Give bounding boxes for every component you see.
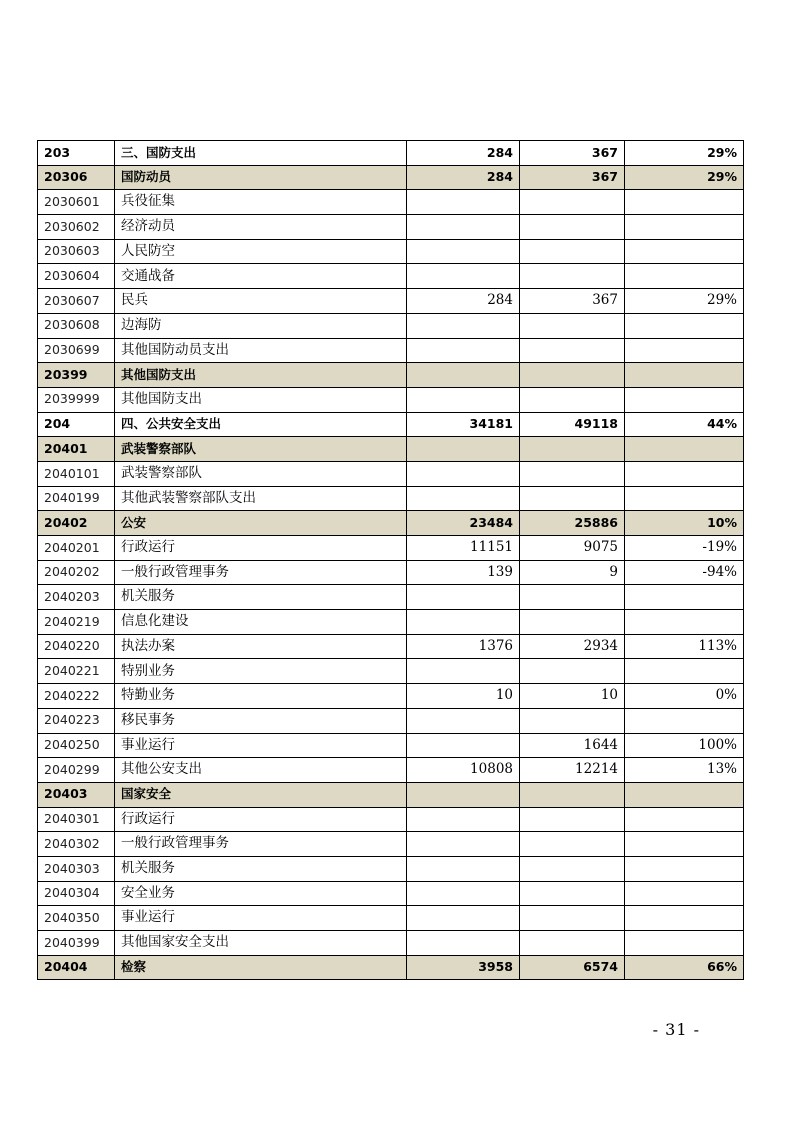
value-cell-2: 25886: [520, 511, 625, 536]
value-cell-1: 11151: [407, 536, 520, 561]
name-cell: 安全业务: [115, 881, 407, 906]
percent-cell: [625, 881, 744, 906]
code-cell: 2040304: [38, 881, 115, 906]
name-cell: 一般行政管理事务: [115, 832, 407, 857]
table-row: [38, 585, 744, 610]
code-cell: 2030699: [38, 338, 115, 363]
value-cell-1: 23484: [407, 511, 520, 536]
percent-cell: 44%: [625, 412, 744, 437]
value-cell-2: [520, 708, 625, 733]
value-cell-1: [407, 264, 520, 289]
value-cell-2: 2934: [520, 634, 625, 659]
percent-cell: [625, 585, 744, 610]
table-row: [38, 856, 744, 881]
table-row: [38, 684, 744, 709]
percent-cell: 100%: [625, 733, 744, 758]
value-cell-1: 34181: [407, 412, 520, 437]
table-body: [38, 141, 744, 980]
percent-cell: [625, 807, 744, 832]
name-cell: 信息化建设: [115, 610, 407, 635]
code-cell: 2040303: [38, 856, 115, 881]
table-row: [38, 659, 744, 684]
table-row: [38, 931, 744, 956]
value-cell-1: [407, 881, 520, 906]
table-row: [38, 289, 744, 314]
percent-cell: [625, 264, 744, 289]
code-cell: 2040203: [38, 585, 115, 610]
value-cell-2: [520, 856, 625, 881]
code-cell: 20404: [38, 955, 115, 980]
value-cell-1: [407, 486, 520, 511]
percent-cell: [625, 190, 744, 215]
percent-cell: [625, 313, 744, 338]
percent-cell: [625, 832, 744, 857]
value-cell-1: [407, 782, 520, 807]
name-cell: 执法办案: [115, 634, 407, 659]
code-cell: 20401: [38, 437, 115, 462]
percent-cell: [625, 215, 744, 240]
value-cell-1: [407, 931, 520, 956]
value-cell-1: [407, 387, 520, 412]
table-row: [38, 338, 744, 363]
value-cell-2: 367: [520, 165, 625, 190]
value-cell-2: 9075: [520, 536, 625, 561]
name-cell: 机关服务: [115, 856, 407, 881]
code-cell: 2040302: [38, 832, 115, 857]
value-cell-1: [407, 832, 520, 857]
table-row: [38, 733, 744, 758]
table-row: [38, 165, 744, 190]
value-cell-1: [407, 906, 520, 931]
code-cell: 2040301: [38, 807, 115, 832]
percent-cell: 0%: [625, 684, 744, 709]
percent-cell: 29%: [625, 141, 744, 166]
percent-cell: 113%: [625, 634, 744, 659]
code-cell: 2030604: [38, 264, 115, 289]
value-cell-1: 1376: [407, 634, 520, 659]
name-cell: 经济动员: [115, 215, 407, 240]
value-cell-2: 49118: [520, 412, 625, 437]
code-cell: 2040220: [38, 634, 115, 659]
code-cell: 2040223: [38, 708, 115, 733]
name-cell: 武装警察部队: [115, 437, 407, 462]
code-cell: 2040299: [38, 758, 115, 783]
value-cell-2: [520, 264, 625, 289]
table-row: [38, 536, 744, 561]
code-cell: 20306: [38, 165, 115, 190]
table-row: [38, 239, 744, 264]
table-row: [38, 955, 744, 980]
value-cell-2: 12214: [520, 758, 625, 783]
value-cell-2: [520, 931, 625, 956]
percent-cell: [625, 610, 744, 635]
name-cell: 三、国防支出: [115, 141, 407, 166]
value-cell-2: [520, 906, 625, 931]
value-cell-2: [520, 486, 625, 511]
name-cell: 交通战备: [115, 264, 407, 289]
value-cell-2: [520, 387, 625, 412]
code-cell: 2030608: [38, 313, 115, 338]
value-cell-2: 1644: [520, 733, 625, 758]
name-cell: 其他国家安全支出: [115, 931, 407, 956]
percent-cell: [625, 437, 744, 462]
percent-cell: [625, 708, 744, 733]
value-cell-2: [520, 437, 625, 462]
code-cell: 2040250: [38, 733, 115, 758]
value-cell-2: 10: [520, 684, 625, 709]
name-cell: 事业运行: [115, 906, 407, 931]
name-cell: 其他国防支出: [115, 387, 407, 412]
value-cell-1: 10808: [407, 758, 520, 783]
value-cell-1: [407, 461, 520, 486]
table-row: [38, 560, 744, 585]
code-cell: 204: [38, 412, 115, 437]
name-cell: 其他国防支出: [115, 363, 407, 388]
table-row: [38, 708, 744, 733]
percent-cell: [625, 338, 744, 363]
table-row: [38, 387, 744, 412]
name-cell: 事业运行: [115, 733, 407, 758]
value-cell-2: [520, 832, 625, 857]
percent-cell: -94%: [625, 560, 744, 585]
value-cell-2: [520, 239, 625, 264]
value-cell-2: [520, 313, 625, 338]
value-cell-1: [407, 585, 520, 610]
table-row: [38, 264, 744, 289]
name-cell: 兵役征集: [115, 190, 407, 215]
name-cell: 民兵: [115, 289, 407, 314]
value-cell-2: [520, 585, 625, 610]
value-cell-2: [520, 215, 625, 240]
value-cell-1: 284: [407, 141, 520, 166]
table-row: [38, 437, 744, 462]
name-cell: 特别业务: [115, 659, 407, 684]
percent-cell: [625, 782, 744, 807]
value-cell-1: 139: [407, 560, 520, 585]
name-cell: 机关服务: [115, 585, 407, 610]
value-cell-2: [520, 461, 625, 486]
percent-cell: [625, 363, 744, 388]
value-cell-2: [520, 610, 625, 635]
percent-cell: 66%: [625, 955, 744, 980]
value-cell-1: [407, 215, 520, 240]
value-cell-1: [407, 338, 520, 363]
value-cell-1: [407, 437, 520, 462]
percent-cell: [625, 239, 744, 264]
code-cell: 203: [38, 141, 115, 166]
name-cell: 一般行政管理事务: [115, 560, 407, 585]
name-cell: 其他武装警察部队支出: [115, 486, 407, 511]
table-row: [38, 758, 744, 783]
percent-cell: [625, 906, 744, 931]
table-row: [38, 215, 744, 240]
value-cell-1: [407, 190, 520, 215]
value-cell-1: [407, 610, 520, 635]
value-cell-1: [407, 708, 520, 733]
value-cell-1: 3958: [407, 955, 520, 980]
value-cell-2: [520, 338, 625, 363]
percent-cell: 10%: [625, 511, 744, 536]
name-cell: 边海防: [115, 313, 407, 338]
table-row: [38, 634, 744, 659]
value-cell-2: [520, 190, 625, 215]
name-cell: 行政运行: [115, 536, 407, 561]
value-cell-1: 284: [407, 165, 520, 190]
value-cell-2: 367: [520, 141, 625, 166]
table-row: [38, 807, 744, 832]
percent-cell: [625, 856, 744, 881]
value-cell-1: [407, 313, 520, 338]
percent-cell: [625, 659, 744, 684]
code-cell: 2040201: [38, 536, 115, 561]
value-cell-2: [520, 782, 625, 807]
percent-cell: -19%: [625, 536, 744, 561]
code-cell: 2030601: [38, 190, 115, 215]
name-cell: 公安: [115, 511, 407, 536]
table-row: [38, 881, 744, 906]
value-cell-2: [520, 363, 625, 388]
page-number: - 31 -: [652, 1020, 700, 1039]
name-cell: 行政运行: [115, 807, 407, 832]
name-cell: 人民防空: [115, 239, 407, 264]
value-cell-1: [407, 659, 520, 684]
name-cell: 武装警察部队: [115, 461, 407, 486]
value-cell-1: [407, 239, 520, 264]
value-cell-2: [520, 659, 625, 684]
code-cell: 2040199: [38, 486, 115, 511]
code-cell: 2030603: [38, 239, 115, 264]
table-row: [38, 906, 744, 931]
name-cell: 其他公安支出: [115, 758, 407, 783]
code-cell: 2040222: [38, 684, 115, 709]
percent-cell: [625, 931, 744, 956]
table-row: [38, 313, 744, 338]
value-cell-2: 367: [520, 289, 625, 314]
value-cell-1: 10: [407, 684, 520, 709]
code-cell: 20403: [38, 782, 115, 807]
budget-table: [37, 140, 744, 980]
table-row: [38, 782, 744, 807]
value-cell-1: [407, 733, 520, 758]
value-cell-2: 6574: [520, 955, 625, 980]
name-cell: 其他国防动员支出: [115, 338, 407, 363]
percent-cell: [625, 461, 744, 486]
table-row: [38, 190, 744, 215]
table-row: [38, 141, 744, 166]
name-cell: 特勤业务: [115, 684, 407, 709]
name-cell: 国家安全: [115, 782, 407, 807]
code-cell: 2030602: [38, 215, 115, 240]
percent-cell: [625, 387, 744, 412]
table-row: [38, 461, 744, 486]
value-cell-1: [407, 363, 520, 388]
name-cell: 四、公共安全支出: [115, 412, 407, 437]
percent-cell: 29%: [625, 165, 744, 190]
code-cell: 2040101: [38, 461, 115, 486]
code-cell: 2040219: [38, 610, 115, 635]
value-cell-2: [520, 807, 625, 832]
value-cell-1: 284: [407, 289, 520, 314]
code-cell: 2040350: [38, 906, 115, 931]
value-cell-1: [407, 856, 520, 881]
code-cell: 20399: [38, 363, 115, 388]
name-cell: 检察: [115, 955, 407, 980]
code-cell: 2030607: [38, 289, 115, 314]
table-row: [38, 412, 744, 437]
code-cell: 2040202: [38, 560, 115, 585]
code-cell: 2039999: [38, 387, 115, 412]
code-cell: 20402: [38, 511, 115, 536]
name-cell: 移民事务: [115, 708, 407, 733]
percent-cell: 29%: [625, 289, 744, 314]
value-cell-2: 9: [520, 560, 625, 585]
value-cell-1: [407, 807, 520, 832]
name-cell: 国防动员: [115, 165, 407, 190]
table-row: [38, 486, 744, 511]
value-cell-2: [520, 881, 625, 906]
table-row: [38, 832, 744, 857]
code-cell: 2040221: [38, 659, 115, 684]
percent-cell: [625, 486, 744, 511]
table-row: [38, 363, 744, 388]
table-row: [38, 610, 744, 635]
table-row: [38, 511, 744, 536]
percent-cell: 13%: [625, 758, 744, 783]
code-cell: 2040399: [38, 931, 115, 956]
